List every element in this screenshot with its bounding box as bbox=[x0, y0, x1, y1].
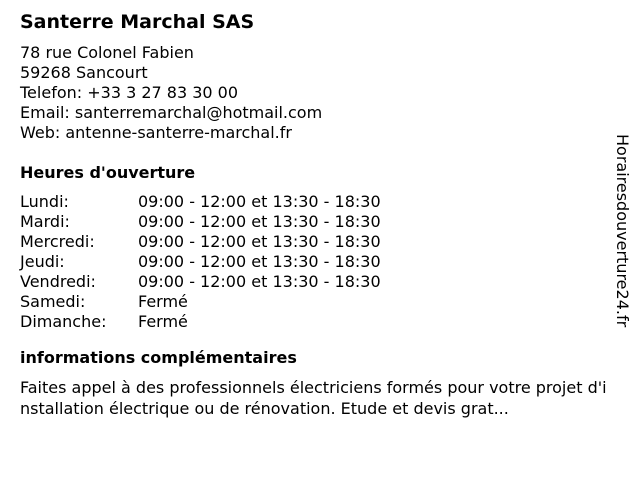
hours-row-jeudi bbox=[20, 252, 610, 272]
hours-row-dimanche bbox=[20, 312, 610, 332]
day-label: Lundi: bbox=[20, 192, 69, 211]
day-label: Dimanche: bbox=[20, 312, 107, 331]
day-hours: 09:00 - 12:00 et 13:30 - 18:30 bbox=[138, 192, 381, 211]
day-hours: Fermé bbox=[138, 312, 188, 331]
day-hours: 09:00 - 12:00 et 13:30 - 18:30 bbox=[138, 212, 381, 231]
additional-info-title: informations complémentaires bbox=[20, 348, 297, 367]
day-label: Samedi: bbox=[20, 292, 86, 311]
day-label: Jeudi: bbox=[20, 252, 65, 271]
website-line: Web: antenne-santerre-marchal.fr bbox=[20, 123, 292, 142]
contact-block bbox=[20, 43, 610, 143]
day-label: Mardi: bbox=[20, 212, 70, 231]
city-postcode: 59268 Sancourt bbox=[20, 63, 148, 82]
site-watermark: Horairesdouverture24.fr bbox=[613, 134, 632, 328]
hours-row-mardi bbox=[20, 212, 610, 232]
business-name: Santerre Marchal SAS bbox=[20, 11, 255, 33]
day-hours: 09:00 - 12:00 et 13:30 - 18:30 bbox=[138, 252, 381, 271]
day-hours: Fermé bbox=[138, 292, 188, 311]
phone-line: Telefon: +33 3 27 83 30 00 bbox=[20, 83, 239, 102]
hours-row-mercredi bbox=[20, 232, 610, 252]
day-label: Mercredi: bbox=[20, 232, 95, 251]
day-label: Vendredi: bbox=[20, 272, 96, 291]
street-address: 78 rue Colonel Fabien bbox=[20, 43, 194, 62]
hours-row-vendredi bbox=[20, 272, 610, 292]
additional-info-text: Faites appel à des professionnels électriciens formés pour votre projet d'installation électrique ou de rénovation. Etude et devis grat... bbox=[20, 378, 607, 418]
opening-hours-title: Heures d'ouverture bbox=[20, 163, 196, 182]
day-hours: 09:00 - 12:00 et 13:30 - 18:30 bbox=[138, 272, 381, 291]
opening-hours-table bbox=[20, 192, 610, 332]
business-card bbox=[20, 10, 610, 419]
hours-row-samedi bbox=[20, 292, 610, 312]
day-hours: 09:00 - 12:00 et 13:30 - 18:30 bbox=[138, 232, 381, 251]
email-line: Email: santerremarchal@hotmail.com bbox=[20, 103, 323, 122]
hours-row-lundi bbox=[20, 192, 610, 212]
